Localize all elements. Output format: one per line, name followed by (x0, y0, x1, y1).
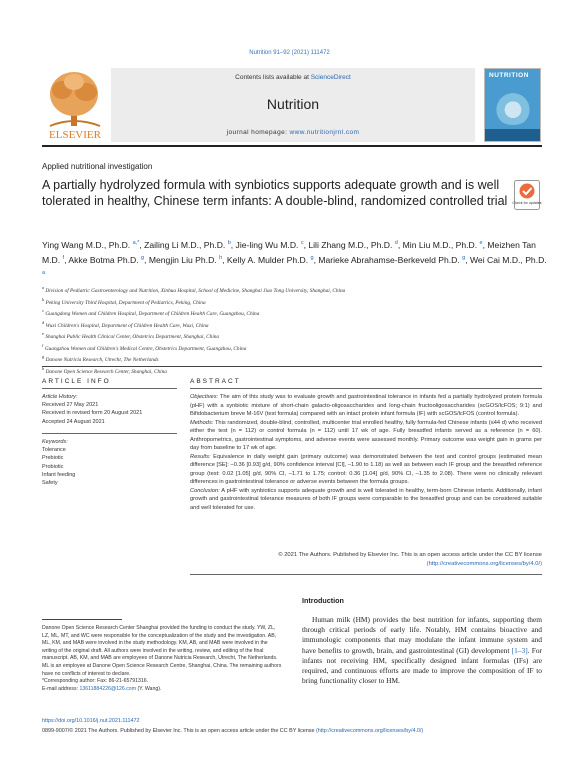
article-title: A partially hydrolyzed formula with synbiotics supports adequate growth and is well tolerated in healthy, Chinese term infants: A double-blind, randomized controlled trial (42, 178, 508, 208)
author-affiliation-marker[interactable]: f (62, 254, 65, 261)
author-name[interactable]: Meizhen Tan M.D. (42, 239, 536, 265)
abstract-methods: Methods: This randomized, double-blind, controlled, multicenter trial enrolled healthy, fully formula-fed Chinese infants (≤44 d) who received either the test (n = 112) or control formula (n = 112) until 17 wk of age. Fully breastfed infants served as a reference (n = 60). Anthropometrics, gastrointestinal symptoms, and adverse events were assessed monthly. Primary outcome was weight gain in grams per day from baseline to 17 wk of age. (190, 419, 542, 451)
keyword: Tolerance (42, 447, 66, 454)
affiliation-text: Shanghai Public Health Clinical Center, Obstetrics Department, Shanghai, China (45, 334, 220, 341)
affiliation-item (42, 353, 542, 365)
affiliation-text: Guangzhou Women and Children's Medical Centre, Obstetrics Department, Guangzhou, China (44, 345, 247, 352)
journal-reference[interactable]: Nutrition 91–92 (2021) 111472 (249, 50, 330, 56)
check-for-updates-label: Check for updates (512, 201, 542, 205)
abstract-copyright: © 2021 The Authors. Published by Elsevier Inc. This is an open access article under the CC BY license (http://creativecommons.org/licenses/by/4.0/) (190, 551, 542, 568)
keyword: Probiotic (42, 463, 64, 470)
author-name[interactable]: Lili Zhang M.D., Ph.D. (308, 239, 393, 250)
author-name[interactable]: Akke Botma Ph.D. (68, 254, 139, 265)
author-name[interactable]: Min Liu M.D., Ph.D. (402, 239, 478, 250)
affiliation-text: Division of Pediatric Gastroenterology and Nutrition, Xinhua Hospital, School of Medicine, Shanghai Jiao Tong University, Shanghai, China (45, 287, 346, 294)
journal-name: Nutrition (266, 96, 320, 112)
sciencedirect-link[interactable]: ScienceDirect (310, 74, 351, 81)
footer-license-link[interactable]: (http://creativecommons.org/licenses/by/4.0/) (315, 728, 424, 734)
license-link[interactable]: (http://creativecommons.org/licenses/by/4.0/) (426, 560, 542, 567)
author-separator: , (482, 239, 488, 250)
author-affiliation-marker[interactable]: a (42, 269, 46, 276)
keywords-divider (42, 433, 177, 434)
history-item: Received in revised form 20 August 2021 (42, 410, 143, 417)
author-separator: , (230, 239, 236, 250)
footnotes (42, 625, 282, 693)
doi-link[interactable]: https://doi.org/10.1016/j.nut.2021.111472 (42, 718, 140, 724)
author-name[interactable]: Zailing Li M.D., Ph.D. (144, 239, 226, 250)
author-affiliation-marker[interactable]: e (479, 240, 483, 246)
history-item: Received 27 May 2021 (42, 402, 99, 409)
article-info-heading: ARTICLE INFO (42, 378, 111, 385)
article-history (42, 393, 182, 426)
funding-note: Danone Open Science Research Center Shanghai provided the funding to conduct the study. YW, ZL, LZ, ML, MT, and WC were responsible for the conceptualization of the study and the investigation. AB, ML, KM, and MAB were involved in the study methodology. KM, AB, and MAB were involved in the writing of the original draft. All authors were involved in the writing, review, and editing of the final manuscript. AB, KM, and MAB are employees of Danone Nutricia Research, Utrecht, The Netherlands. ML is an employee at Danone Open Science Research Centre, Shanghai, China. The remaining authors have no conflicts of interest to declare. (42, 625, 282, 677)
keyword: Infant feeding (42, 471, 76, 478)
history-label: Article History: (42, 394, 78, 400)
abstract-results: Results: Equivalence in daily weight gain (primary outcome) was demonstrated between the test and control groups (estimated mean difference [SE]: –0.36 [0.93] g/d, 90% confidence interval [CI], –1.90 to 1.18) as well as between each IF group and the breastfed reference group (test: 0.02 [1.05] g/d, 90% CI, –1.71 to 1.75; control: 0.36 [1.04] g/d, 90% CI, –1.35 to 2.08). There were no clinically relevant differences in gastrointestinal tolerance or adverse events between the formula groups. (190, 453, 542, 485)
author-separator: , (144, 254, 149, 265)
affiliation-marker: c (42, 308, 44, 314)
footnote-divider (42, 619, 122, 620)
author-affiliation-marker[interactable]: b (227, 240, 231, 246)
cover-footer-band (485, 129, 540, 141)
header-divider (42, 145, 542, 147)
affiliation-marker: f (42, 342, 44, 348)
keywords-list (42, 438, 182, 487)
author-name[interactable]: Jie-ling Wu M.D. (235, 239, 299, 250)
keywords-label: Keywords: (42, 439, 68, 445)
article-info-divider (42, 388, 177, 389)
abstract-divider (190, 388, 542, 389)
affiliation-text: Peking University Third Hospital, Department of Pediatrics, Peking, China (45, 299, 206, 306)
author-name[interactable]: Mengjin Liu Ph.D. (148, 254, 217, 265)
publisher-name: ELSEVIER (49, 129, 101, 141)
journal-homepage: journal homepage: www.nutritionjrnl.com (226, 129, 360, 136)
affiliation-item (42, 284, 542, 296)
article-section-type: Applied nutritional investigation (42, 162, 153, 171)
author-name[interactable]: Kelly A. Mulder Ph.D. (226, 254, 309, 265)
author-list (42, 237, 547, 282)
keyword: Safety (42, 480, 58, 487)
affiliation-item (42, 342, 542, 354)
author-affiliation-marker[interactable]: h (219, 254, 223, 261)
abstract-end-divider (190, 574, 542, 575)
author-affiliation-marker[interactable]: a,* (132, 240, 140, 246)
affiliation-item (42, 296, 542, 308)
cover-illustration (493, 91, 533, 125)
affiliation-item (42, 330, 542, 342)
abstract-conclusion: Conclusion: A pHF with synbiotics supports adequate growth and is well tolerated in healthy, term-born Chinese infants. Additionally, infant growth and gastrointestinal tolerance measures of both IF groups were comparable to the breastfed group and can be considered suitable and well tolerated for use. (190, 487, 542, 511)
email-note: E-mail address: 13611884226@126.com (Y. Wang). (42, 685, 162, 692)
author-separator: , (222, 254, 227, 265)
affiliation-text: Danone Nutricia Research, Utrecht, The Netherlands (45, 357, 159, 364)
affiliation-text: Guangdong Women and Children Hospital, Department of Children Health Care, Guangzhou, China (45, 310, 260, 317)
affiliation-marker: d (42, 319, 45, 325)
author-name[interactable]: Wei Cai M.D., Ph.D. (469, 254, 547, 265)
author-affiliation-marker[interactable]: d (394, 240, 398, 246)
author-separator: , (397, 239, 403, 250)
abstract-body (190, 393, 542, 512)
affiliation-marker: a (42, 285, 44, 290)
affiliation-marker: g (42, 354, 45, 360)
author-name[interactable]: Marieke Abrahamse-Berkeveld Ph.D. (318, 254, 460, 265)
affiliation-list (42, 284, 542, 377)
author-separator: , (313, 254, 319, 265)
abstract-heading: ABSTRACT (190, 378, 241, 385)
introduction-heading: Introduction (302, 596, 344, 605)
affiliation-text: Danone Open Science Research Center, Shanghai, China (45, 368, 167, 375)
affiliation-item (42, 319, 542, 331)
elsevier-logo[interactable] (42, 68, 108, 142)
corresponding-author-note: *Corresponding author: Fax: 86-21-65791316. (42, 678, 149, 685)
homepage-link[interactable]: www.nutritionjrnl.com (289, 129, 360, 136)
cover-title: NUTRITION (489, 72, 529, 79)
contents-line: Contents lists available at ScienceDirect (235, 74, 351, 81)
introduction-paragraph: Human milk (HM) provides the best nutrition for infants, supporting them through critical periods of early life. Notably, HM contains bioactive and immunologic components that may modulate the infant immune system and have benefits to growth, brain, and gastrointestinal (GI) development [1–3]. For infants not receiving HM, specifically designed infant formulas (IFs) are required, and continuous efforts are made to improve the composition of IF to bring functionality closer to HM. (302, 615, 542, 686)
history-item: Accepted 24 August 2021 (42, 418, 105, 425)
journal-cover-image[interactable] (484, 68, 541, 142)
author-name[interactable]: Ying Wang M.D., Ph.D. (42, 239, 131, 250)
author-affiliation-marker[interactable]: g (310, 254, 314, 261)
section-divider (42, 366, 542, 367)
email-link[interactable]: 13611884226@126.com (79, 685, 137, 692)
affiliation-marker: e (42, 331, 44, 337)
affiliation-text: Wuxi Children's Hospital, Department of Children Health Care, Wuxi, China (45, 322, 209, 329)
affiliation-item (42, 307, 542, 319)
affiliation-marker: b (42, 296, 45, 302)
author-separator: , (139, 239, 145, 250)
check-for-updates-badge[interactable] (514, 180, 540, 210)
check-for-updates-icon (520, 184, 535, 199)
issn-line: 0899-9007/© 2021 The Authors. Published by Elsevier Inc. This is an open access article under the CC BY license (http://creativecommons.org/licenses/by/4.0/) (42, 728, 424, 734)
author-separator: , (465, 254, 470, 265)
affiliation-marker: h (42, 365, 45, 371)
author-separator: , (303, 239, 309, 250)
abstract-objectives: Objectives: The aim of this study was to evaluate growth and gastrointestinal tolerance in infants fed a partially hydrolyzed protein formula (pHF) with a synbiotic mixture of short-chain galacto-oligosaccharides and long-chain fructooligosaccharides (scGOS/lcFOS; 9:1) and Bifidobacterium breve M-16V (test formula) compared with an intact protein infant formula (IF) with scGOS/lcFOS (control formula). (190, 394, 542, 417)
keyword: Prebiotic (42, 455, 64, 462)
author-affiliation-marker[interactable]: c (300, 240, 304, 246)
author-affiliation-marker[interactable]: g (140, 254, 145, 261)
author-affiliation-marker[interactable]: g (462, 254, 466, 261)
author-separator: , (64, 254, 69, 265)
citation-link[interactable]: [1–3] (511, 645, 528, 655)
